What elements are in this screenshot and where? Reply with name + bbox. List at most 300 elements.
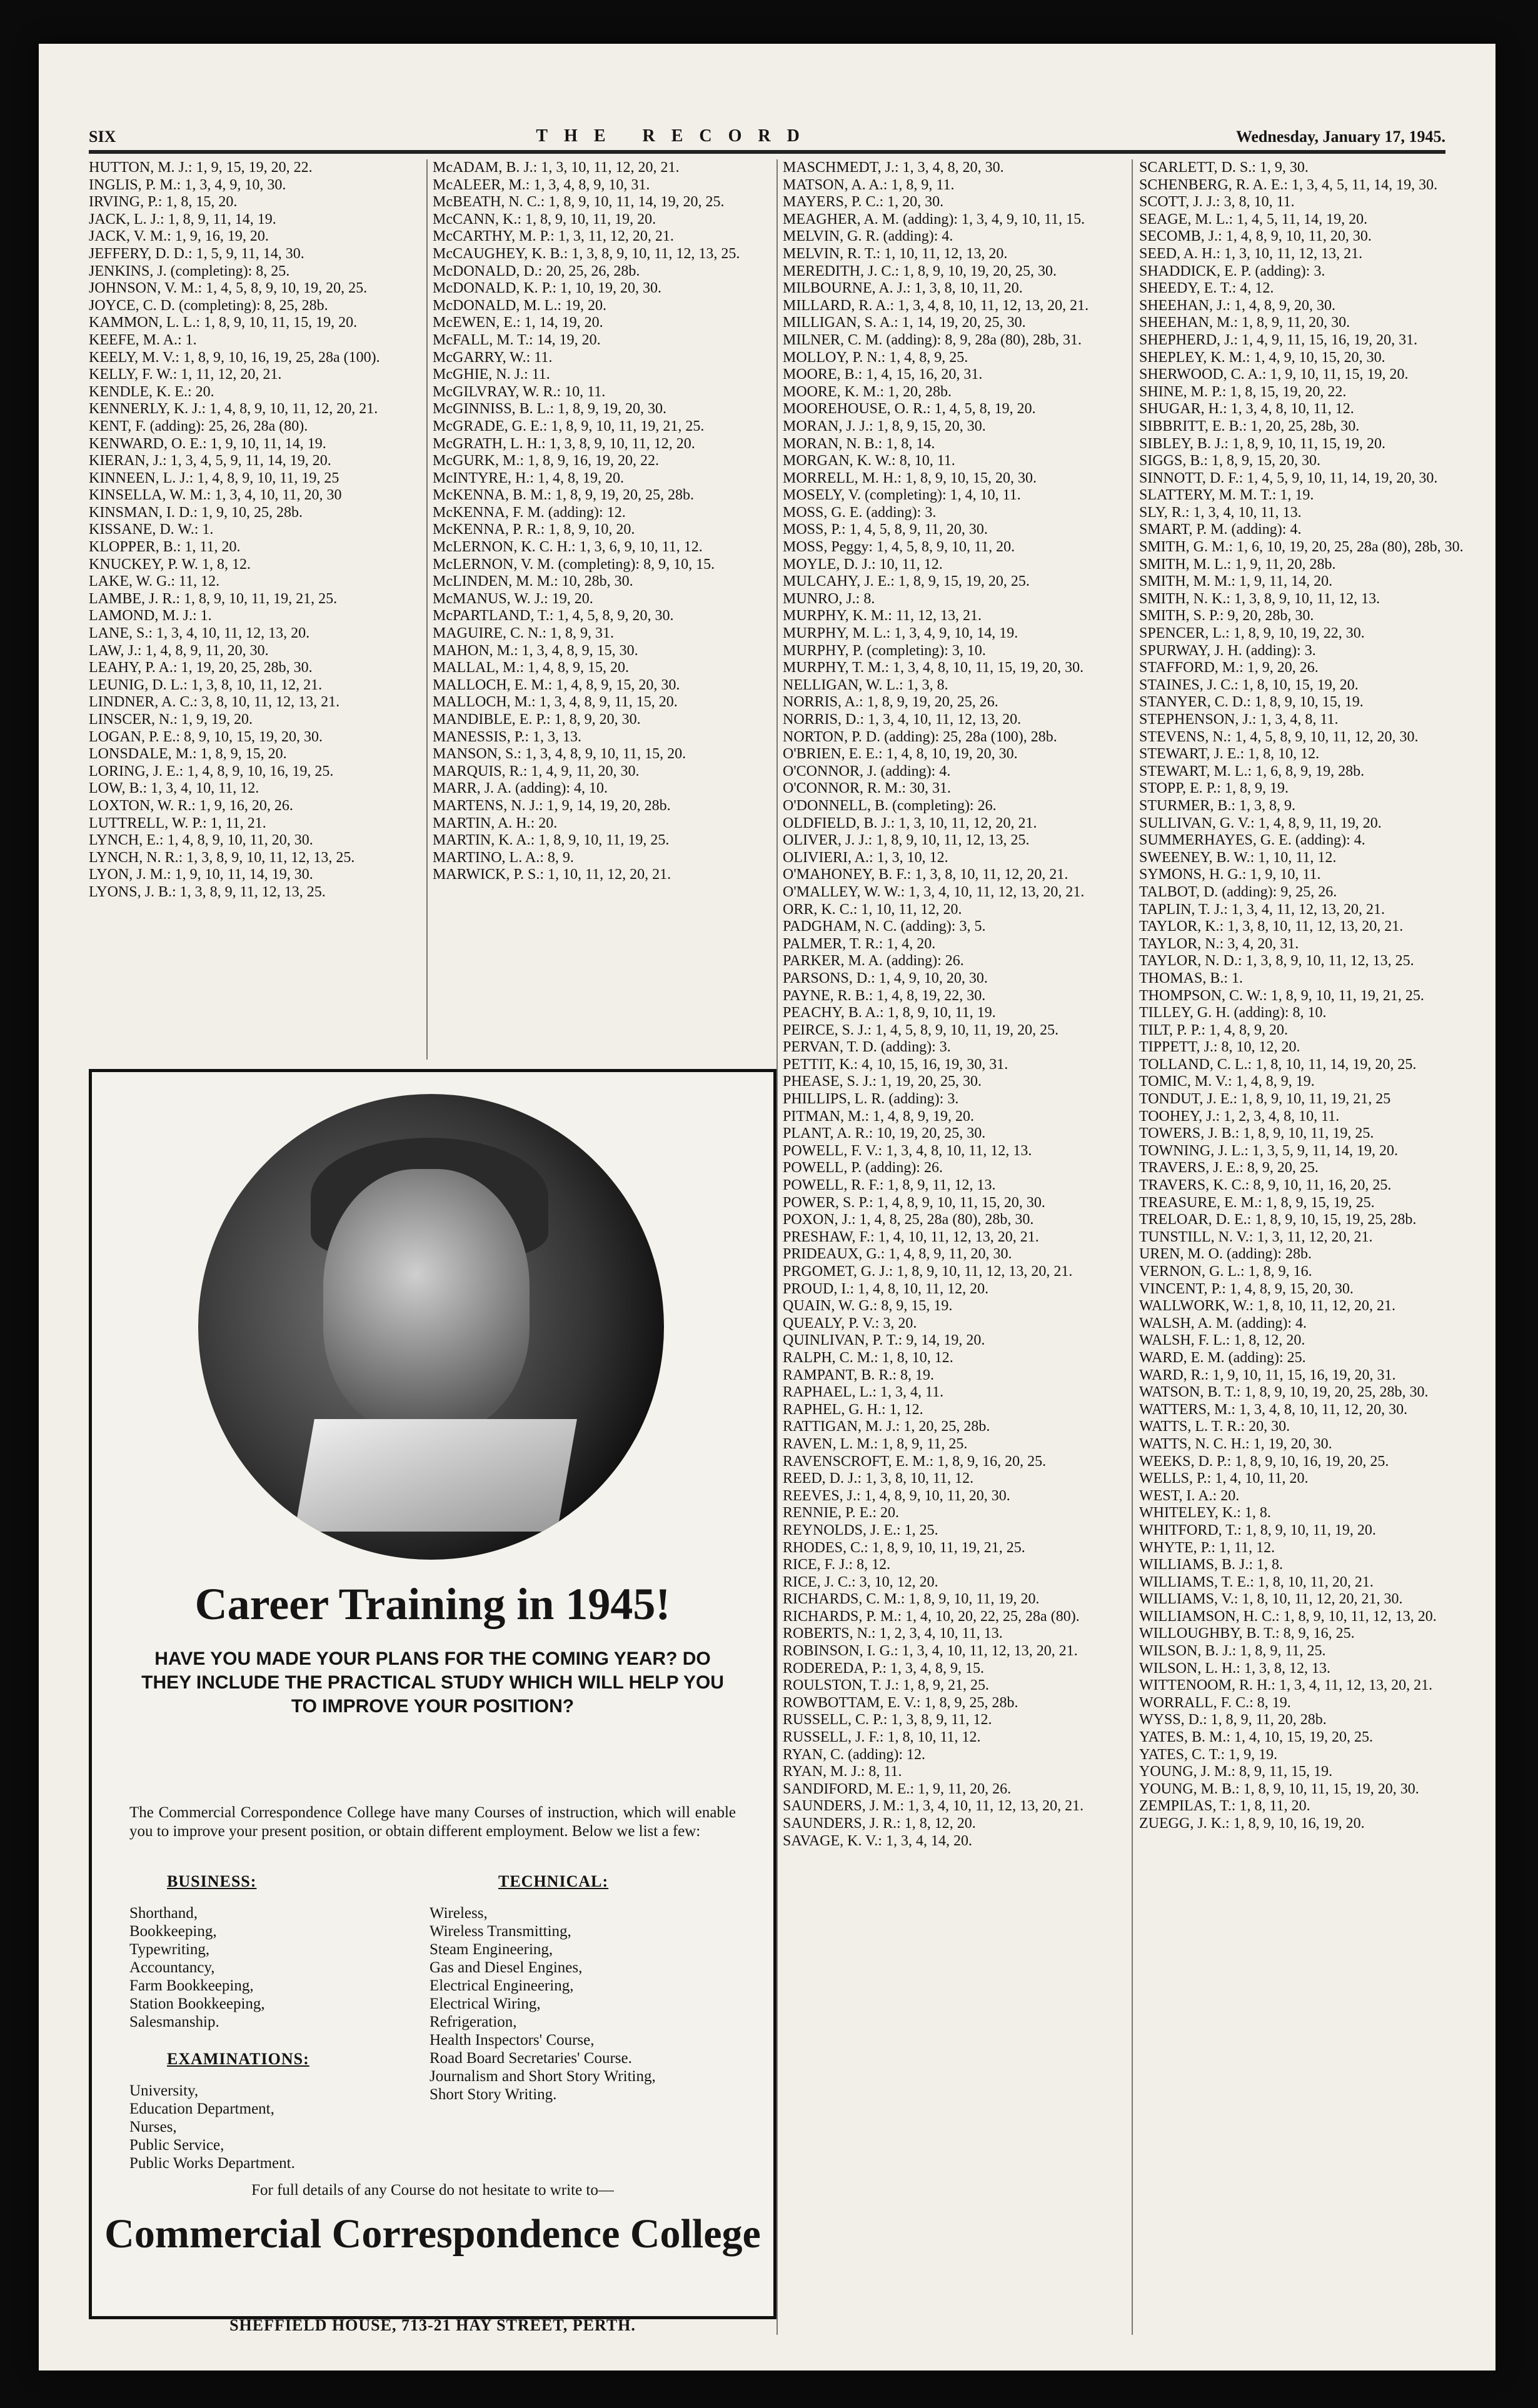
listing-entry: TAPLIN, T. J.: 1, 3, 4, 11, 12, 13, 20, 21.	[1139, 901, 1385, 918]
listing-entry: McMANUS, W. J.: 19, 20.	[433, 590, 593, 607]
portrait-book	[294, 1419, 577, 1532]
listing-entry: MALLOCH, E. M.: 1, 4, 8, 9, 15, 20, 30.	[433, 676, 680, 693]
listing-entry: POWELL, P. (adding): 26.	[783, 1160, 943, 1176]
listing-entry: ZUEGG, J. K.: 1, 8, 9, 10, 16, 19, 20.	[1139, 1815, 1365, 1832]
listing-entry: MAYERS, P. C.: 1, 20, 30.	[783, 194, 944, 211]
listing-entry: SIGGS, B.: 1, 8, 9, 15, 20, 30.	[1139, 453, 1321, 469]
listing-entry: WITTENOOM, R. H.: 1, 3, 4, 11, 12, 13, 20, 21.	[1139, 1677, 1433, 1694]
listing-entry: MEAGHER, A. M. (adding): 1, 3, 4, 9, 10, 11, 15.	[783, 211, 1085, 228]
listing-entry: MOSELY, V. (completing): 1, 4, 10, 11.	[783, 487, 1021, 504]
listing-entry: SANDIFORD, M. E.: 1, 9, 11, 20, 26.	[783, 1780, 1012, 1797]
listing-entry: MAGUIRE, C. N.: 1, 8, 9, 31.	[433, 625, 615, 642]
listing-entry: SEED, A. H.: 1, 3, 10, 11, 12, 13, 21.	[1139, 245, 1363, 262]
course-lists	[129, 1872, 736, 2185]
listing-entry: TIPPETT, J.: 8, 10, 12, 20.	[1139, 1039, 1300, 1056]
listing-entry: MALLOCH, M.: 1, 3, 4, 8, 9, 11, 15, 20.	[433, 694, 678, 711]
listing-entry: TAYLOR, N. D.: 1, 3, 8, 9, 10, 11, 12, 13, 25.	[1139, 953, 1414, 970]
listing-entry: RAMPANT, B. R.: 8, 19.	[783, 1367, 935, 1383]
listing-entry: SLATTERY, M. M. T.: 1, 19.	[1139, 487, 1314, 504]
listing-entry: MANSON, S.: 1, 3, 4, 8, 9, 10, 11, 15, 20.	[433, 746, 686, 763]
listing-entry: YOUNG, M. B.: 1, 8, 9, 10, 11, 15, 19, 20, 30.	[1139, 1780, 1419, 1797]
business-courses	[129, 1904, 417, 2031]
course-item: Electrical Engineering,	[430, 1977, 574, 1994]
listing-entry: LINSCER, N.: 1, 9, 19, 20.	[89, 711, 253, 728]
listing-entry: PRESHAW, F.: 1, 4, 10, 11, 12, 13, 20, 21.	[783, 1228, 1039, 1245]
listing-entry: MURPHY, T. M.: 1, 3, 4, 8, 10, 11, 15, 19, 20, 30.	[783, 660, 1084, 676]
listing-entry: YATES, B. M.: 1, 4, 10, 15, 19, 20, 25.	[1139, 1729, 1374, 1746]
listing-entry: MOSS, Peggy: 1, 4, 5, 8, 9, 10, 11, 20.	[783, 539, 1015, 556]
listing-entry: YATES, C. T.: 1, 9, 19.	[1139, 1746, 1278, 1763]
listing-entry: KENNERLY, K. J.: 1, 4, 8, 9, 10, 11, 12, 20, 21.	[89, 401, 378, 418]
listing-entry: TAYLOR, N.: 3, 4, 20, 31.	[1139, 935, 1299, 952]
listing-entry: KIERAN, J.: 1, 3, 4, 5, 9, 11, 14, 19, 20.	[89, 453, 331, 469]
listing-entry: TOWNING, J. L.: 1, 3, 5, 9, 11, 14, 19, 20.	[1139, 1142, 1398, 1159]
issue-date: Wednesday, January 17, 1945.	[1235, 128, 1445, 146]
course-item: University,	[129, 2082, 199, 2099]
listing-entry: KINNEEN, L. J.: 1, 4, 8, 9, 10, 11, 19, 25	[89, 469, 339, 486]
listing-entry: THOMAS, B.: 1.	[1139, 970, 1244, 986]
listing-entry: PETTIT, K.: 4, 10, 15, 16, 19, 30, 31.	[783, 1056, 1008, 1073]
listing-entry: STEVENS, N.: 1, 4, 5, 8, 9, 10, 11, 12, 20, 30.	[1139, 728, 1419, 745]
listing-entry: PHILLIPS, L. R. (adding): 3.	[783, 1091, 959, 1108]
listing-entry: RAVENSCROFT, E. M.: 1, 8, 9, 16, 20, 25.	[783, 1453, 1047, 1470]
listing-entry: STANYER, C. D.: 1, 8, 9, 10, 15, 19.	[1139, 694, 1364, 711]
listing-entry: KELLY, F. W.: 1, 11, 12, 20, 21.	[89, 366, 282, 383]
listing-entry: REYNOLDS, J. E.: 1, 25.	[783, 1522, 938, 1538]
listing-entry: McGINNISS, B. L.: 1, 8, 9, 19, 20, 30.	[433, 401, 667, 418]
career-training-advertisement	[89, 1069, 777, 2334]
page-header	[89, 113, 1445, 154]
listing-entry: RALPH, C. M.: 1, 8, 10, 12.	[783, 1349, 953, 1366]
listing-entry: MOSS, P.: 1, 4, 5, 8, 9, 11, 20, 30.	[783, 521, 988, 538]
listing-entry: SMITH, M. L.: 1, 9, 11, 20, 28b.	[1139, 556, 1336, 573]
listing-entry: STAFFORD, M.: 1, 9, 20, 26.	[1139, 660, 1319, 676]
listing-entry: SMITH, M. M.: 1, 9, 11, 14, 20.	[1139, 573, 1333, 590]
listing-entry: PROUD, I.: 1, 4, 8, 10, 11, 12, 20.	[783, 1280, 989, 1297]
portrait-face	[323, 1169, 530, 1432]
ad-subhead: HAVE YOU MADE YOUR PLANS FOR THE COMING YEAR? DO THEY INCLUDE THE PRACTICAL STUDY WHICH WILL HELP YOU TO IMPROVE YOUR POSITION?	[141, 1648, 724, 1717]
listing-entry: STEWART, M. L.: 1, 6, 8, 9, 19, 28b.	[1139, 763, 1365, 780]
listing-entry: TRAVERS, K. C.: 8, 9, 10, 11, 16, 20, 25.	[1139, 1177, 1392, 1194]
listing-entry: LOW, B.: 1, 3, 4, 10, 11, 12.	[89, 780, 259, 797]
listing-entry: QUEALY, P. V.: 3, 20.	[783, 1315, 917, 1332]
listing-entry: PRIDEAUX, G.: 1, 4, 8, 9, 11, 20, 30.	[783, 1246, 1012, 1263]
listing-entry: MELVIN, G. R. (adding): 4.	[783, 228, 953, 245]
listing-entry: MALLAL, M.: 1, 4, 8, 9, 15, 20.	[433, 660, 629, 676]
listing-entry: TALBOT, D. (adding): 9, 25, 26.	[1139, 883, 1337, 900]
listing-entry: STAINES, J. C.: 1, 8, 10, 15, 19, 20.	[1139, 676, 1359, 693]
listing-entry: SPURWAY, J. H. (adding): 3.	[1139, 642, 1316, 659]
listing-entry: JEFFERY, D. D.: 1, 5, 9, 11, 14, 30.	[89, 245, 304, 262]
listing-entry: TILT, P. P.: 1, 4, 8, 9, 20.	[1139, 1021, 1289, 1038]
listing-entry: WILSON, B. J.: 1, 8, 9, 11, 25.	[1139, 1643, 1326, 1660]
listing-entry: TRELOAR, D. E.: 1, 8, 9, 10, 15, 19, 25, 28b.	[1139, 1212, 1417, 1228]
course-item: Gas and Diesel Engines,	[430, 1959, 583, 1976]
listing-entry: McCARTHY, M. P.: 1, 3, 11, 12, 20, 21.	[433, 228, 674, 245]
course-item: Salesmanship.	[129, 2014, 219, 2030]
listing-entry: MILLARD, R. A.: 1, 3, 4, 8, 10, 11, 12, 13, 20, 21.	[783, 297, 1089, 314]
listing-entry: THOMPSON, C. W.: 1, 8, 9, 10, 11, 19, 21, 25.	[1139, 987, 1424, 1004]
listing-entry: QUINLIVAN, P. T.: 9, 14, 19, 20.	[783, 1332, 985, 1349]
listing-entry: McGRADE, G. E.: 1, 8, 9, 10, 11, 19, 21, 25.	[433, 418, 705, 434]
listing-entry: WEEKS, D. P.: 1, 8, 9, 10, 16, 19, 20, 25.	[1139, 1453, 1389, 1470]
listing-entry: YOUNG, J. M.: 8, 9, 11, 15, 19.	[1139, 1763, 1333, 1780]
listing-entry: KNUCKEY, P. W. 1, 8, 12.	[89, 556, 251, 573]
course-list-right	[430, 1872, 723, 2122]
ad-footnote: For full details of any Course do not hesitate to write to—	[251, 2182, 614, 2199]
listing-entry: UREN, M. O. (adding): 28b.	[1139, 1246, 1312, 1263]
listing-entry: MORGAN, K. W.: 8, 10, 11.	[783, 453, 955, 469]
listing-entry: TREASURE, E. M.: 1, 8, 9, 15, 19, 25.	[1139, 1194, 1375, 1211]
listing-entry: O'CONNOR, J. (adding): 4.	[783, 763, 951, 780]
listing-entry: MOSS, G. E. (adding): 3.	[783, 504, 937, 521]
listing-entry: LYONS, J. B.: 1, 3, 8, 9, 11, 12, 13, 25.	[89, 883, 326, 900]
listing-entry: WILLIAMS, V.: 1, 8, 10, 11, 12, 20, 21, 30.	[1139, 1591, 1403, 1608]
listing-entry: SMITH, G. M.: 1, 6, 10, 19, 20, 25, 28a (80), 28b, 30.	[1139, 539, 1464, 556]
business-heading: BUSINESS:	[167, 1872, 257, 1890]
listing-entry: SYMONS, H. G.: 1, 9, 10, 11.	[1139, 866, 1321, 883]
listing-entry: McPARTLAND, T.: 1, 4, 5, 8, 9, 20, 30.	[433, 608, 674, 625]
listing-entry: RYAN, M. J.: 8, 11.	[783, 1763, 902, 1780]
listing-entry: MURPHY, P. (completing): 3, 10.	[783, 642, 986, 659]
page-number: SIX	[89, 128, 116, 146]
listing-entry: SEAGE, M. L.: 1, 4, 5, 11, 14, 19, 20.	[1139, 211, 1368, 228]
listing-entry: TOLLAND, C. L.: 1, 8, 10, 11, 14, 19, 20, 25.	[1139, 1056, 1417, 1073]
listing-entry: PARSONS, D.: 1, 4, 9, 10, 20, 30.	[783, 970, 988, 986]
listing-entry: LEUNIG, D. L.: 1, 3, 8, 10, 11, 12, 21.	[89, 676, 323, 693]
listing-entry: WILLIAMSON, H. C.: 1, 8, 9, 10, 11, 12, 13, 20.	[1139, 1608, 1437, 1625]
examinations-heading: EXAMINATIONS:	[167, 2050, 309, 2068]
listing-entry: WARD, R.: 1, 9, 10, 11, 15, 16, 19, 20, 31.	[1139, 1367, 1396, 1383]
course-item: Wireless,	[430, 1905, 488, 1922]
listing-entry: SAUNDERS, J. R.: 1, 8, 12, 20.	[783, 1815, 976, 1832]
listing-entry: WALSH, F. L.: 1, 8, 12, 20.	[1139, 1332, 1305, 1349]
listing-entry: RICHARDS, P. M.: 1, 4, 10, 20, 22, 25, 28a (80).	[783, 1608, 1080, 1625]
listing-entry: PERVAN, T. D. (adding): 3.	[783, 1039, 951, 1056]
listing-entry: JOHNSON, V. M.: 1, 4, 5, 8, 9, 10, 19, 20, 25.	[89, 280, 368, 297]
listing-entry: WALLWORK, W.: 1, 8, 10, 11, 12, 20, 21.	[1139, 1298, 1395, 1315]
listing-entry: MANDIBLE, E. P.: 1, 8, 9, 20, 30.	[433, 711, 641, 728]
listing-entry: RAPHAEL, L.: 1, 3, 4, 11.	[783, 1384, 944, 1401]
listing-entry: VERNON, G. L.: 1, 8, 9, 16.	[1139, 1263, 1312, 1280]
listing-entry: MOYLE, D. J.: 10, 11, 12.	[783, 556, 943, 573]
course-item: Typewriting,	[129, 1941, 210, 1958]
listing-column-4	[1139, 159, 1495, 1833]
listing-entry: MOORE, K. M.: 1, 20, 28b.	[783, 383, 952, 400]
listing-entry: O'MALLEY, W. W.: 1, 3, 4, 10, 11, 12, 13, 20, 21.	[783, 883, 1085, 900]
listing-entry: SIBLEY, B. J.: 1, 8, 9, 10, 11, 15, 19, 20.	[1139, 435, 1386, 452]
course-item: Bookkeeping,	[129, 1923, 217, 1940]
listing-entry: RENNIE, P. E.: 20.	[783, 1505, 899, 1522]
listing-column-1	[89, 159, 420, 901]
listing-entry: TAYLOR, K.: 1, 3, 8, 10, 11, 12, 13, 20, 21.	[1139, 918, 1404, 935]
listing-entry: SAVAGE, K. V.: 1, 3, 4, 14, 20.	[783, 1832, 972, 1849]
listing-entry: RODEREDA, P.: 1, 3, 4, 8, 9, 15.	[783, 1660, 985, 1677]
listing-entry: McBEATH, N. C.: 1, 8, 9, 10, 11, 14, 19, 20, 25.	[433, 194, 725, 211]
listing-entry: SUMMERHAYES, G. E. (adding): 4.	[1139, 832, 1365, 849]
course-item: Electrical Wiring,	[430, 1995, 541, 2012]
listing-entry: LAMOND, M. J.: 1.	[89, 608, 212, 625]
listing-column-3	[783, 159, 1123, 1850]
listing-entry: MORAN, N. B.: 1, 8, 14.	[783, 435, 935, 452]
listing-entry: SPENCER, L.: 1, 8, 9, 10, 19, 22, 30.	[1139, 625, 1365, 642]
listing-entry: KISSANE, D. W.: 1.	[89, 521, 214, 538]
listing-entry: LAMBE, J. R.: 1, 8, 9, 10, 11, 19, 21, 25.	[89, 590, 338, 607]
listing-entry: KLOPPER, B.: 1, 11, 20.	[89, 539, 241, 556]
listing-entry: McGILVRAY, W. R.: 10, 11.	[433, 383, 606, 400]
listing-entry: SCARLETT, D. S.: 1, 9, 30.	[1139, 159, 1309, 176]
listing-entry: SWEENEY, B. W.: 1, 10, 11, 12.	[1139, 849, 1337, 866]
listing-entry: RHODES, C.: 1, 8, 9, 10, 11, 19, 21, 25.	[783, 1539, 1025, 1556]
course-list-left	[129, 1872, 417, 2191]
listing-entry: WILLIAMS, T. E.: 1, 8, 10, 11, 20, 21.	[1139, 1573, 1374, 1590]
listing-entry: WHITFORD, T.: 1, 8, 9, 10, 11, 19, 20.	[1139, 1522, 1376, 1538]
listing-entry: KINSELLA, W. M.: 1, 3, 4, 10, 11, 20, 30	[89, 487, 342, 504]
listing-entry: McADAM, B. J.: 1, 3, 10, 11, 12, 20, 21.	[433, 159, 680, 176]
listing-entry: WILLIAMS, B. J.: 1, 8.	[1139, 1557, 1283, 1573]
college-address: SHEFFIELD HOUSE, 713-21 HAY STREET, PERTH.	[229, 2316, 636, 2334]
listing-entry: TILLEY, G. H. (adding): 8, 10.	[1139, 1005, 1327, 1021]
listing-entry: HUTTON, M. J.: 1, 9, 15, 19, 20, 22.	[89, 159, 313, 176]
listing-entry: MASCHMEDT, J.: 1, 3, 4, 8, 20, 30.	[783, 159, 1004, 176]
listing-entry: RICE, J. C.: 3, 10, 12, 20.	[783, 1573, 938, 1590]
listing-entry: MILBOURNE, A. J.: 1, 3, 8, 10, 11, 20.	[783, 280, 1023, 297]
listing-entry: WILSON, L. H.: 1, 3, 8, 12, 13.	[1139, 1660, 1330, 1677]
course-item: Road Board Secretaries' Course.	[430, 2050, 632, 2067]
ad-headline: Career Training in 1945!	[194, 1579, 671, 1629]
listing-entry: SCHENBERG, R. A. E.: 1, 3, 4, 5, 11, 14, 19, 30.	[1139, 176, 1438, 193]
course-item: Journalism and Short Story Writing,	[430, 2068, 656, 2085]
newspaper-title: THE RECORD	[536, 126, 816, 146]
technical-courses	[430, 1904, 723, 2104]
column-divider	[1132, 159, 1133, 2335]
listing-entry: MARTENS, N. J.: 1, 9, 14, 19, 20, 28b.	[433, 797, 671, 814]
listing-entry: JACK, L. J.: 1, 8, 9, 11, 14, 19.	[89, 211, 276, 228]
listing-entry: POXON, J.: 1, 4, 8, 25, 28a (80), 28b, 30.	[783, 1212, 1034, 1228]
listing-entry: WHYTE, P.: 1, 11, 12.	[1139, 1539, 1275, 1556]
listing-entry: MARWICK, P. S.: 1, 10, 11, 12, 20, 21.	[433, 866, 671, 883]
listing-entry: REEVES, J.: 1, 4, 8, 9, 10, 11, 20, 30.	[783, 1487, 1010, 1504]
listing-entry: PEIRCE, S. J.: 1, 4, 5, 8, 9, 10, 11, 19, 20, 25.	[783, 1021, 1059, 1038]
listing-entry: TUNSTILL, N. V.: 1, 3, 11, 12, 20, 21.	[1139, 1228, 1373, 1245]
listing-entry: STEPHENSON, J.: 1, 3, 4, 8, 11.	[1139, 711, 1339, 728]
listing-entry: MILLIGAN, S. A.: 1, 14, 19, 20, 25, 30.	[783, 314, 1026, 331]
listing-entry: WHITELEY, K.: 1, 8.	[1139, 1505, 1271, 1522]
listing-entry: MARTIN, A. H.: 20.	[433, 815, 558, 831]
listing-entry: LUTTRELL, W. P.: 1, 11, 21.	[89, 815, 266, 831]
listing-entry: RAVEN, L. M.: 1, 8, 9, 11, 25.	[783, 1435, 968, 1452]
newspaper-page	[39, 44, 1495, 2370]
listing-entry: McCANN, K.: 1, 8, 9, 10, 11, 19, 20.	[433, 211, 656, 228]
listing-entry: POWELL, F. V.: 1, 3, 4, 8, 10, 11, 12, 13.	[783, 1142, 1032, 1159]
course-item: Farm Bookkeeping,	[129, 1977, 254, 1994]
listing-entry: MOORE, B.: 1, 4, 15, 16, 20, 31.	[783, 366, 983, 383]
listing-entry: McINTYRE, H.: 1, 4, 8, 19, 20.	[433, 469, 624, 486]
listing-entry: KAMMON, L. L.: 1, 8, 9, 10, 11, 15, 19, 20.	[89, 314, 358, 331]
ad-intro: The Commercial Correspondence College have many Courses of instruction, which will enable you to improve your present position, or obtain different employment. Below we list a few:	[129, 1804, 736, 1840]
college-name: Commercial Correspondence College	[104, 2211, 761, 2257]
listing-entry: POWELL, R. F.: 1, 8, 9, 11, 12, 13.	[783, 1177, 996, 1194]
listing-entry: LOXTON, W. R.: 1, 9, 16, 20, 26.	[89, 797, 293, 814]
listing-entry: SHEEHAN, J.: 1, 4, 8, 9, 20, 30.	[1139, 297, 1336, 314]
listing-entry: MOOREHOUSE, O. R.: 1, 4, 5, 8, 19, 20.	[783, 401, 1036, 418]
listing-entry: SCOTT, J. J.: 3, 8, 10, 11.	[1139, 194, 1295, 211]
listing-entry: McKENNA, P. R.: 1, 8, 9, 10, 20.	[433, 521, 635, 538]
listing-entry: QUAIN, W. G.: 8, 9, 15, 19.	[783, 1298, 953, 1315]
listing-entry: INGLIS, P. M.: 1, 3, 4, 9, 10, 30.	[89, 176, 286, 193]
listing-column-2	[433, 159, 770, 884]
course-item: Refrigeration,	[430, 2014, 517, 2030]
listing-entry: O'DONNELL, B. (completing): 26.	[783, 797, 997, 814]
course-item: Nurses,	[129, 2119, 177, 2135]
listing-entry: ORR, K. C.: 1, 10, 11, 12, 20.	[783, 901, 962, 918]
listing-entry: SMART, P. M. (adding): 4.	[1139, 521, 1302, 538]
course-item: Shorthand,	[129, 1905, 198, 1922]
listing-entry: MURPHY, K. M.: 11, 12, 13, 21.	[783, 608, 982, 625]
listing-entry: McGRATH, L. H.: 1, 3, 8, 9, 10, 11, 12, 20.	[433, 435, 695, 452]
listing-entry: SMITH, N. K.: 1, 3, 8, 9, 10, 11, 12, 13.	[1139, 590, 1380, 607]
listing-entry: KINSMAN, I. D.: 1, 9, 10, 25, 28b.	[89, 504, 303, 521]
listing-entry: McLINDEN, M. M.: 10, 28b, 30.	[433, 573, 633, 590]
listing-entry: McDONALD, M. L.: 19, 20.	[433, 297, 606, 314]
listing-entry: McCAUGHEY, K. B.: 1, 3, 8, 9, 10, 11, 12, 13, 25.	[433, 245, 740, 262]
listing-entry: SULLIVAN, G. V.: 1, 4, 8, 9, 11, 19, 20.	[1139, 815, 1382, 831]
listing-entry: MOLLOY, P. N.: 1, 4, 8, 9, 25.	[783, 349, 968, 366]
examination-courses	[129, 2082, 417, 2172]
listing-entry: McLERNON, V. M. (completing): 8, 9, 10, 15.	[433, 556, 715, 573]
listing-entry: LORING, J. E.: 1, 4, 8, 9, 10, 16, 19, 25.	[89, 763, 334, 780]
listing-entry: RUSSELL, C. P.: 1, 3, 8, 9, 11, 12.	[783, 1712, 992, 1728]
listing-entry: KENWARD, O. E.: 1, 9, 10, 11, 14, 19.	[89, 435, 326, 452]
listing-entry: LYNCH, N. R.: 1, 3, 8, 9, 10, 11, 12, 13, 25.	[89, 849, 355, 866]
listing-entry: PARKER, M. A. (adding): 26.	[783, 953, 964, 970]
listing-entry: SHEPHERD, J.: 1, 4, 9, 11, 15, 16, 19, 20, 31.	[1139, 331, 1418, 348]
listing-entry: STEWART, J. E.: 1, 8, 10, 12.	[1139, 746, 1320, 763]
listing-entry: RAPHEL, G. H.: 1, 12.	[783, 1401, 923, 1418]
listing-entry: McKENNA, B. M.: 1, 8, 9, 19, 20, 25, 28b.	[433, 487, 694, 504]
listing-entry: REED, D. J.: 1, 3, 8, 10, 11, 12.	[783, 1470, 974, 1487]
listing-entry: PLANT, A. R.: 10, 19, 20, 25, 30.	[783, 1125, 986, 1142]
listing-entry: McALEER, M.: 1, 3, 4, 8, 9, 10, 31.	[433, 176, 650, 193]
listing-entry: TOOHEY, J.: 1, 2, 3, 4, 8, 10, 11.	[1139, 1108, 1340, 1125]
listing-entry: WILLOUGHBY, B. T.: 8, 9, 16, 25.	[1139, 1625, 1355, 1642]
course-item: Station Bookkeeping,	[129, 1995, 265, 2012]
listing-entry: McLERNON, K. C. H.: 1, 3, 6, 9, 10, 11, 12.	[433, 539, 703, 556]
listing-entry: PHEASE, S. J.: 1, 19, 20, 25, 30.	[783, 1073, 982, 1090]
listing-entry: OLDFIELD, B. J.: 1, 3, 10, 11, 12, 20, 21.	[783, 815, 1037, 831]
listing-entry: WORRALL, F. C.: 8, 19.	[1139, 1694, 1291, 1711]
listing-entry: SHEPLEY, K. M.: 1, 4, 9, 10, 15, 20, 30.	[1139, 349, 1385, 366]
listing-entry: MARQUIS, R.: 1, 4, 9, 11, 20, 30.	[433, 763, 640, 780]
listing-entry: PITMAN, M.: 1, 4, 8, 9, 19, 20.	[783, 1108, 975, 1125]
listing-entry: MELVIN, R. T.: 1, 10, 11, 12, 13, 20.	[783, 245, 1008, 262]
listing-entry: SECOMB, J.: 1, 4, 8, 9, 10, 11, 20, 30.	[1139, 228, 1372, 245]
listing-entry: VINCENT, P.: 1, 4, 8, 9, 15, 20, 30.	[1139, 1280, 1354, 1297]
listing-entry: WATTS, L. T. R.: 20, 30.	[1139, 1418, 1290, 1435]
course-item: Wireless Transmitting,	[430, 1923, 571, 1940]
listing-entry: WATTERS, M.: 1, 3, 4, 8, 10, 11, 12, 20, 30.	[1139, 1401, 1408, 1418]
listing-entry: KENDLE, K. E.: 20.	[89, 383, 214, 400]
listing-entry: McDONALD, K. P.: 1, 10, 19, 20, 30.	[433, 280, 661, 297]
course-item: Education Department,	[129, 2100, 274, 2117]
listing-entry: PALMER, T. R.: 1, 4, 20.	[783, 935, 936, 952]
listing-entry: O'MAHONEY, B. F.: 1, 3, 8, 10, 11, 12, 20, 21.	[783, 866, 1068, 883]
listing-entry: RUSSELL, J. F.: 1, 8, 10, 11, 12.	[783, 1729, 981, 1746]
listing-entry: SHADDICK, E. P. (adding): 3.	[1139, 263, 1325, 279]
technical-heading: TECHNICAL:	[498, 1872, 609, 1890]
listing-entry: ZEMPILAS, T.: 1, 8, 11, 20.	[1139, 1798, 1310, 1815]
listing-entry: O'BRIEN, E. E.: 1, 4, 8, 10, 19, 20, 30.	[783, 746, 1018, 763]
course-item: Public Works Department.	[129, 2155, 295, 2172]
listing-entry: PAYNE, R. B.: 1, 4, 8, 19, 22, 30.	[783, 987, 986, 1004]
listing-entry: SHERWOOD, C. A.: 1, 9, 10, 11, 15, 19, 20.	[1139, 366, 1409, 383]
listing-entry: IRVING, P.: 1, 8, 15, 20.	[89, 194, 238, 211]
listing-entry: MUNRO, J.: 8.	[783, 590, 875, 607]
listing-entry: OLIVER, J. J.: 1, 8, 9, 10, 11, 12, 13, 25.	[783, 832, 1030, 849]
listing-entry: WYSS, D.: 1, 8, 9, 11, 20, 28b.	[1139, 1712, 1327, 1728]
course-item: Health Inspectors' Course,	[430, 2032, 595, 2049]
listing-entry: NORRIS, A.: 1, 8, 9, 19, 20, 25, 26.	[783, 694, 998, 711]
listing-entry: SMITH, S. P.: 9, 20, 28b, 30.	[1139, 608, 1314, 625]
listing-entry: PRGOMET, G. J.: 1, 8, 9, 10, 11, 12, 13, 20, 21.	[783, 1263, 1073, 1280]
listing-entry: ROBERTS, N.: 1, 2, 3, 4, 10, 11, 13.	[783, 1625, 1003, 1642]
listing-entry: SHEEHAN, M.: 1, 8, 9, 11, 20, 30.	[1139, 314, 1350, 331]
listing-entry: McGARRY, W.: 11.	[433, 349, 553, 366]
listing-entry: JACK, V. M.: 1, 9, 16, 19, 20.	[89, 228, 269, 245]
listing-columns	[89, 159, 1464, 2334]
column-divider	[426, 159, 428, 1060]
course-item: Short Story Writing.	[430, 2086, 557, 2103]
listing-entry: MATSON, A. A.: 1, 8, 9, 11.	[783, 176, 955, 193]
listing-entry: MANESSIS, P.: 1, 3, 13.	[433, 728, 582, 745]
listing-entry: SHEEDY, E. T.: 4, 12.	[1139, 280, 1274, 297]
listing-entry: McGHIE, N. J.: 11.	[433, 366, 550, 383]
listing-entry: LINDNER, A. C.: 3, 8, 10, 11, 12, 13, 21.	[89, 694, 340, 711]
listing-entry: OLIVIERI, A.: 1, 3, 10, 12.	[783, 849, 948, 866]
listing-entry: JOYCE, C. D. (completing): 8, 25, 28b.	[89, 297, 328, 314]
listing-entry: TONDUT, J. E.: 1, 8, 9, 10, 11, 19, 21, 25	[1139, 1091, 1391, 1108]
listing-entry: SINNOTT, D. F.: 1, 4, 5, 9, 10, 11, 14, 19, 20, 30.	[1139, 469, 1438, 486]
listing-entry: TOWERS, J. B.: 1, 8, 9, 10, 11, 19, 25.	[1139, 1125, 1374, 1142]
listing-entry: TOMIC, M. V.: 1, 4, 8, 9, 19.	[1139, 1073, 1315, 1090]
listing-entry: SAUNDERS, J. M.: 1, 3, 4, 10, 11, 12, 13, 20, 21.	[783, 1798, 1084, 1815]
listing-entry: McDONALD, D.: 20, 25, 26, 28b.	[433, 263, 640, 279]
listing-entry: WATSON, B. T.: 1, 8, 9, 10, 19, 20, 25, 28b, 30.	[1139, 1384, 1429, 1401]
listing-entry: ROBINSON, I. G.: 1, 3, 4, 10, 11, 12, 13, 20, 21.	[783, 1643, 1078, 1660]
listing-entry: TRAVERS, J. E.: 8, 9, 20, 25.	[1139, 1160, 1319, 1176]
listing-entry: RYAN, C. (adding): 12.	[783, 1746, 925, 1763]
listing-entry: KEEFE, M. A.: 1.	[89, 331, 197, 348]
listing-entry: RICE, F. J.: 8, 12.	[783, 1557, 891, 1573]
listing-entry: MILNER, C. M. (adding): 8, 9, 28a (80), 28b, 31.	[783, 331, 1082, 348]
listing-entry: STOPP, E. P.: 1, 8, 9, 19.	[1139, 780, 1289, 797]
listing-entry: MORAN, J. J.: 1, 8, 9, 15, 20, 30.	[783, 418, 986, 434]
listing-entry: ROWBOTTAM, E. V.: 1, 8, 9, 25, 28b.	[783, 1694, 1018, 1711]
listing-entry: LYON, J. M.: 1, 9, 10, 11, 14, 19, 30.	[89, 866, 313, 883]
listing-entry: SLY, R.: 1, 3, 4, 10, 11, 13.	[1139, 504, 1302, 521]
course-item: Accountancy,	[129, 1959, 215, 1976]
listing-entry: NORTON, P. D. (adding): 25, 28a (100), 28b.	[783, 728, 1057, 745]
listing-entry: LONSDALE, M.: 1, 8, 9, 15, 20.	[89, 746, 287, 763]
listing-entry: PEACHY, B. A.: 1, 8, 9, 10, 11, 19.	[783, 1005, 996, 1021]
listing-entry: PADGHAM, N. C. (adding): 3, 5.	[783, 918, 986, 935]
course-item: Steam Engineering,	[430, 1941, 553, 1958]
listing-entry: POWER, S. P.: 1, 4, 8, 9, 10, 11, 15, 20, 30.	[783, 1194, 1045, 1211]
listing-entry: MURPHY, M. L.: 1, 3, 4, 9, 10, 14, 19.	[783, 625, 1018, 642]
listing-entry: SIBBRITT, E. B.: 1, 20, 25, 28b, 30.	[1139, 418, 1360, 434]
listing-entry: MULCAHY, J. E.: 1, 8, 9, 15, 19, 20, 25.	[783, 573, 1030, 590]
column-divider	[777, 159, 778, 2335]
